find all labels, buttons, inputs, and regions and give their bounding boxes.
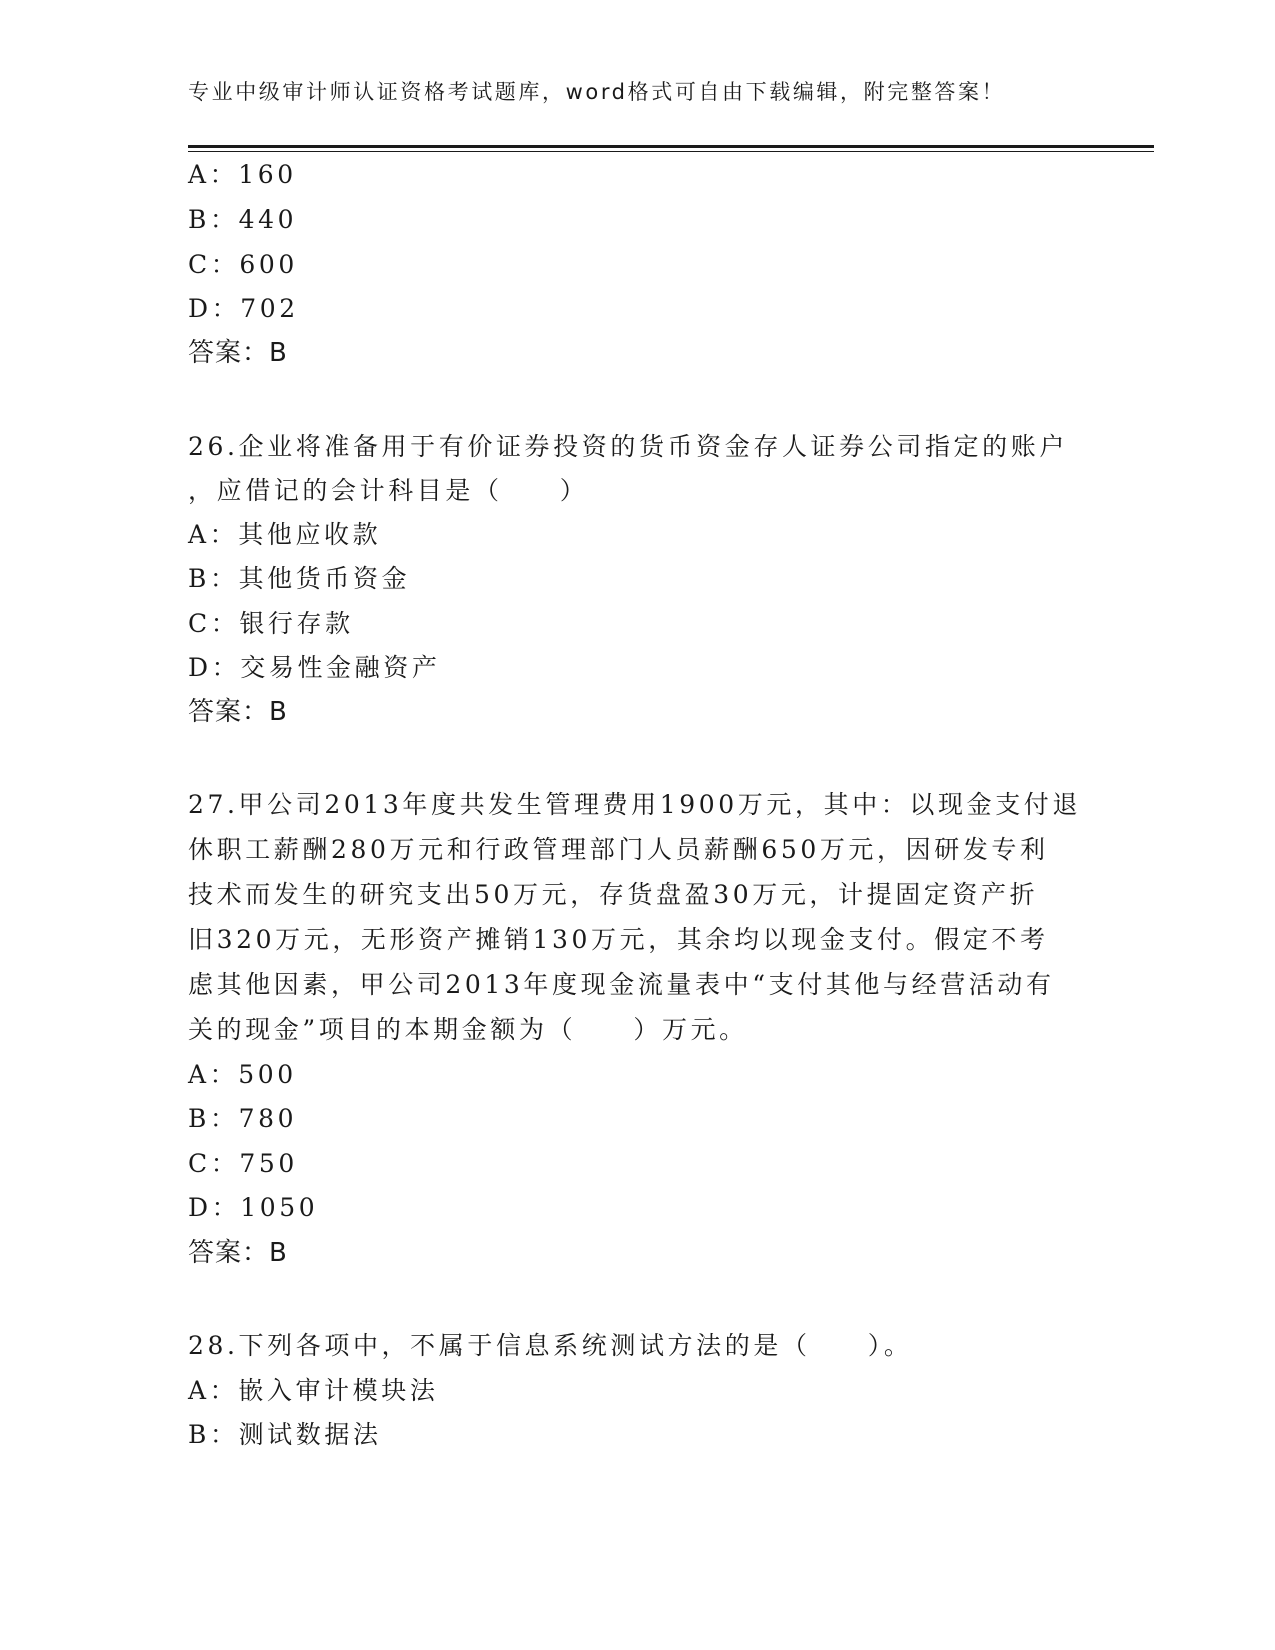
q25-option-a: A：160 (188, 160, 297, 189)
q26-option-c: C：银行存款 (188, 609, 354, 638)
header-divider-thin (188, 151, 1154, 152)
q27-stem-line-2: 休职工薪酬280万元和行政管理部门人员薪酬650万元，因研发专利 (188, 835, 1049, 864)
q25-option-d: D：702 (188, 294, 299, 323)
q26-answer: 答案：B (188, 697, 288, 727)
q26-stem-line-2: ，应借记的会计科目是（ ） (188, 476, 589, 505)
q28-option-a: A：嵌入审计模块法 (188, 1376, 439, 1405)
q27-stem-line-1: 27.甲公司2013年度共发生管理费用1900万元，其中：以现金支付退 (188, 790, 1082, 819)
q25-answer: 答案：B (188, 338, 288, 368)
q27-option-d: D：1050 (188, 1193, 319, 1222)
page-header: 专业中级审计师认证资格考试题库，word格式可自由下载编辑，附完整答案！ (188, 80, 1006, 104)
q28-option-b: B：测试数据法 (188, 1420, 382, 1449)
q27-stem-line-4: 旧320万元，无形资产摊销130万元，其余均以现金支付。假定不考 (188, 925, 1049, 954)
q28-stem-line-1: 28.下列各项中，不属于信息系统测试方法的是（ ）。 (188, 1331, 913, 1360)
q26-option-b: B：其他货币资金 (188, 564, 411, 593)
q26-option-a: A：其他应收款 (188, 520, 382, 549)
q25-option-b: B：440 (188, 205, 298, 234)
q25-option-c: C：600 (188, 250, 298, 279)
q27-stem-line-3: 技术而发生的研究支出50万元，存货盘盈30万元，计提固定资产折 (188, 880, 1039, 909)
q27-option-c: C：750 (188, 1149, 298, 1178)
q27-stem-line-5: 虑其他因素，甲公司2013年度现金流量表中“支付其他与经营活动有 (188, 970, 1055, 999)
q26-option-d: D：交易性金融资产 (188, 653, 441, 682)
q27-stem-line-6: 关的现金”项目的本期金额为（ ）万元。 (188, 1015, 748, 1044)
q27-answer: 答案：B (188, 1238, 288, 1268)
q27-option-b: B：780 (188, 1104, 298, 1133)
q26-stem-line-1: 26.企业将准备用于有价证券投资的货币资金存人证券公司指定的账户 (188, 432, 1068, 461)
header-divider-thick (188, 145, 1154, 148)
q27-option-a: A：500 (188, 1060, 297, 1089)
